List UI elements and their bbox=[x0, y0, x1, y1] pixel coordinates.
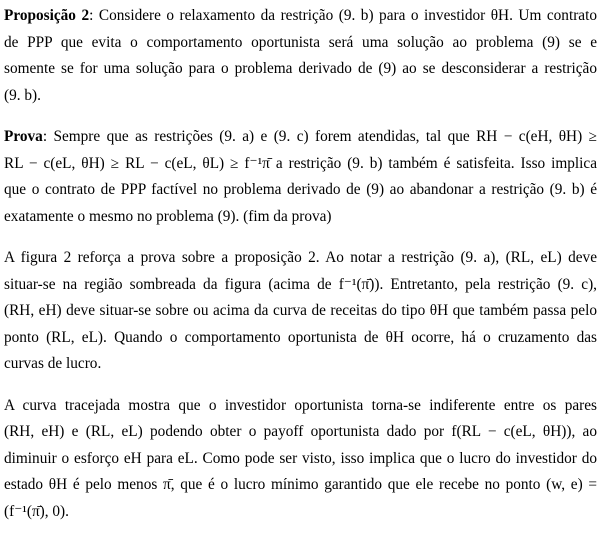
text-line: curvas de lucro. bbox=[4, 355, 102, 372]
proposition-label: Proposição 2 bbox=[4, 7, 90, 24]
text-line: (9. b). bbox=[4, 86, 41, 104]
proposition-paragraph bbox=[4, 3, 597, 109]
text-line: diminuir o esforço eH para eL. Como pode ser visto, isso implica que o lucro do investidor do bbox=[4, 449, 597, 467]
text-line: (RH, eH) deve situar-se sobre ou acima da curva de receitas do tipo θH que também passa pelo bbox=[4, 302, 597, 319]
text-line: Proposição 2: Considere o relaxamento da restrição (9. b) para o investidor θH. Um contrato bbox=[4, 7, 597, 24]
text-line: exatamente o mesmo no problema (9). (fim da prova) bbox=[4, 207, 332, 225]
text-line: somente se for uma solução para o problema derivado de (9) ao se desconsiderar a restrição bbox=[4, 60, 597, 77]
text-line: A curva tracejada mostra que o investidor oportunista torna-se indiferente entre os pares bbox=[4, 396, 597, 414]
text-line: (RH, eH) e (RL, eL) podendo obter o payoff oportunista dado por f(RL − c(eL, θH)), ao bbox=[4, 423, 597, 440]
text-line: Prova: Sempre que as restrições (9. a) e (9. c) forem atendidas, tal que RH − c(eH, θH) ≥ bbox=[4, 128, 597, 145]
text-line: estado θH é pelo menos π̄, que é o lucro mínimo garantido que ele recebe no ponto (w, e) = bbox=[4, 476, 597, 493]
text-line: situar-se na região sombreada da figura (acima de f⁻¹(π̄)). Entretanto, pela restrição (9. c), bbox=[4, 275, 597, 293]
text-line: que o contrato de PPP factível no problema derivado de (9) ao abandonar a restrição (9. b) é bbox=[4, 181, 597, 198]
text-line: RL − c(eL, θH) ≥ RL − c(eL, θL) ≥ f⁻¹π̄ a restrição (9. b) também é satisfeita. Isso implica bbox=[4, 154, 597, 172]
figure-discussion-paragraph bbox=[4, 245, 597, 378]
proof-paragraph bbox=[4, 124, 597, 230]
text-line: ponto (RL, eL). Quando o comportamento oportunista de θH ocorre, há o cruzamento das bbox=[4, 328, 597, 346]
proof-label: Prova bbox=[4, 128, 43, 145]
text-line: de PPP que evita o comportamento oportunista será uma solução ao problema (9) se e bbox=[4, 33, 597, 51]
dashed-curve-paragraph bbox=[4, 393, 597, 526]
text-line: (f⁻¹(π̄), 0). bbox=[4, 502, 69, 520]
text-line: A figura 2 reforça a prova sobre a proposição 2. Ao notar a restrição (9. a), (RL, eL) deve bbox=[4, 249, 597, 266]
